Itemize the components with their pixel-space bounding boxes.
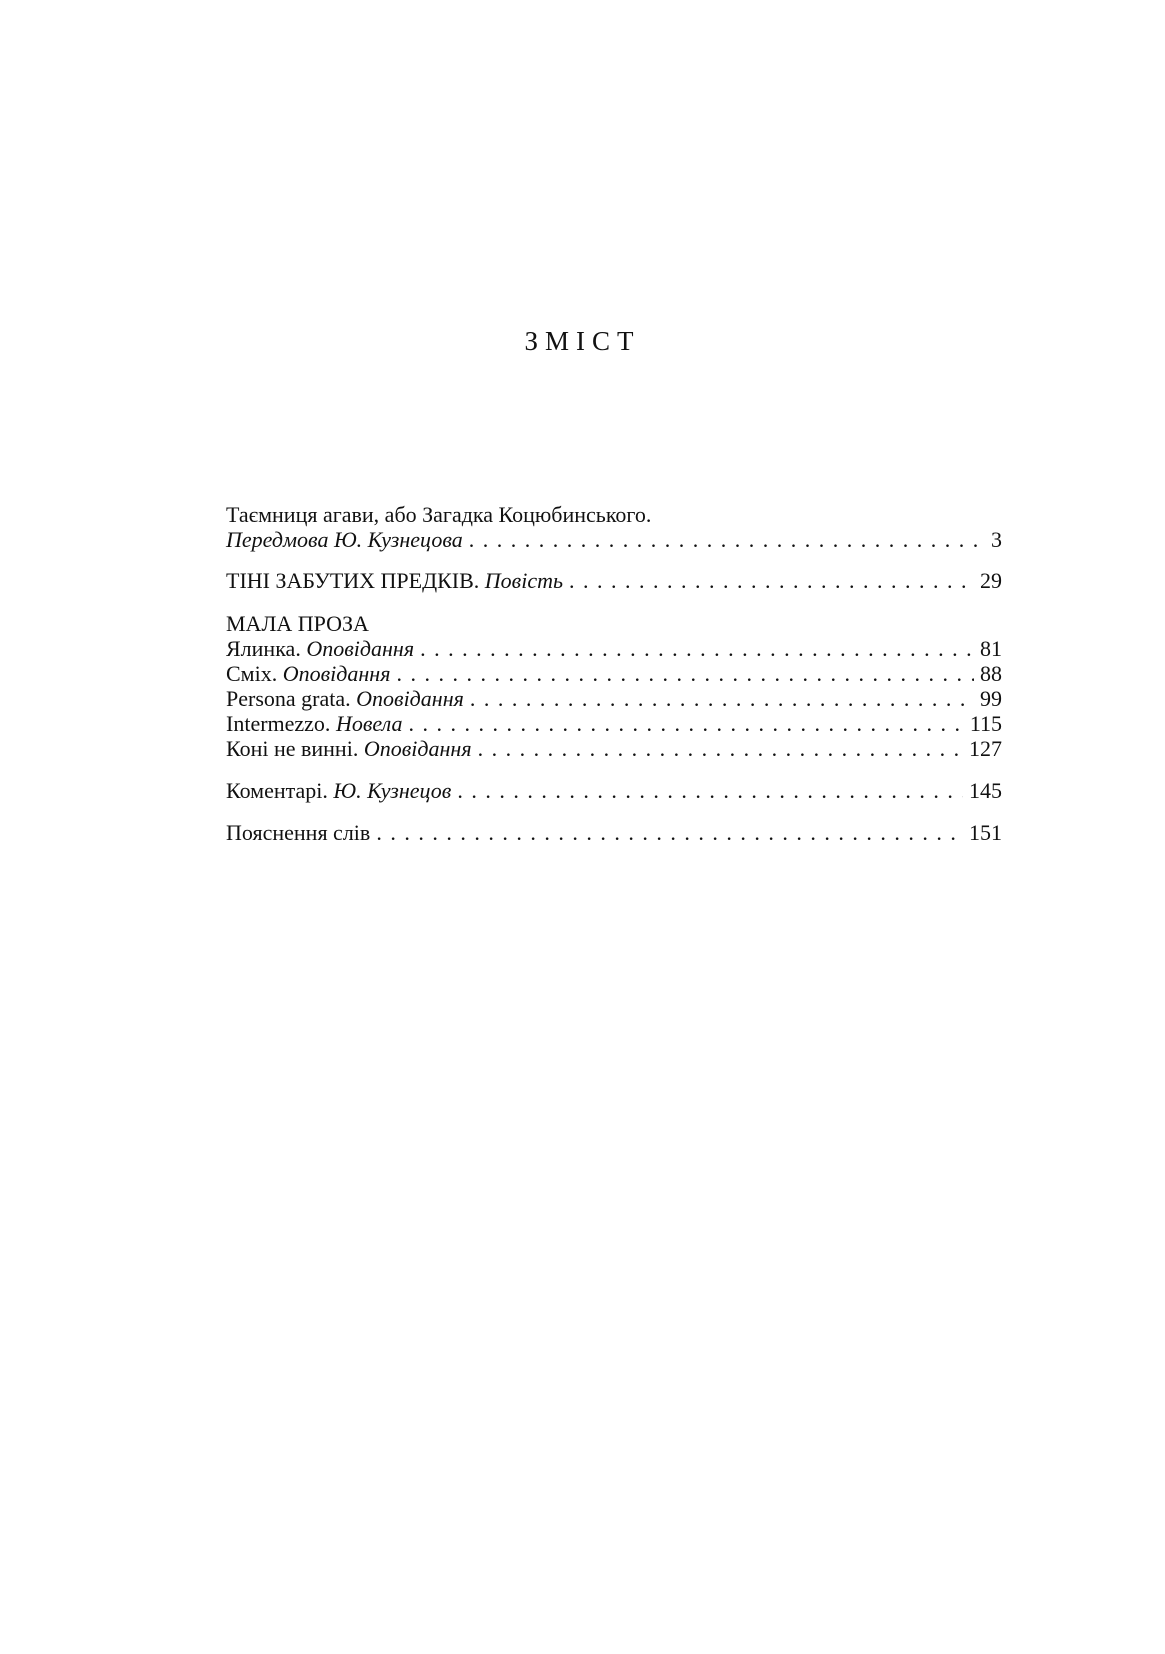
dot-leader (478, 736, 963, 761)
toc-entry-glossary[interactable] (226, 820, 1002, 845)
toc-entry-genre: Повість (484, 568, 563, 593)
page-number: 145 (969, 778, 1002, 803)
page-number: 29 (980, 568, 1002, 593)
toc-entry-short-prose[interactable] (226, 711, 1002, 736)
toc-entry-title: Сміх. (226, 661, 278, 686)
page-number: 81 (980, 636, 1002, 661)
toc-entry-genre: Оповідання (356, 686, 464, 711)
page-number: 3 (991, 527, 1002, 552)
page-number: 127 (969, 736, 1002, 761)
toc-entry-genre: Новела (335, 711, 403, 736)
toc-entry-genre: Оповідання (306, 636, 415, 661)
dot-leader (569, 568, 974, 593)
dot-leader (396, 661, 974, 686)
toc-entry-title: Intermezzo. (226, 711, 331, 736)
dot-leader (457, 778, 963, 803)
toc-entry-title: Таємниця агави, або Загадка Коцюбинського. (226, 502, 652, 527)
toc-entry-title: Пояснення слів (226, 820, 371, 845)
toc-entry-short-prose[interactable] (226, 736, 1002, 761)
toc-entry-commentary[interactable] (226, 778, 1002, 803)
dot-leader (376, 820, 963, 845)
toc-entry-short-prose[interactable] (226, 636, 1002, 661)
dot-leader (408, 711, 963, 736)
toc-entry-genre: Оповідання (282, 661, 391, 686)
toc-entry-title: Persona grata. (226, 686, 351, 711)
toc-entry-author: Ю. Кузнецов (333, 778, 452, 803)
toc-entry-title: Ялинка. (226, 636, 301, 661)
dot-leader (469, 527, 985, 552)
toc-entry-title: Коні не винні. (226, 736, 359, 761)
page-number: 151 (969, 820, 1002, 845)
page-number: 88 (980, 661, 1002, 686)
toc-entry-preface-line2[interactable] (226, 527, 1002, 552)
dot-leader (420, 636, 974, 661)
section-heading-text: МАЛА ПРОЗА (226, 611, 369, 636)
toc-entry-title: Коментарі. (226, 778, 328, 803)
toc-entry-preface-line1 (226, 502, 1002, 527)
toc-entry-short-prose[interactable] (226, 686, 1002, 711)
toc-entry-main-work[interactable] (226, 568, 1002, 593)
toc-entry-subtitle: Передмова Ю. Кузнецова (226, 527, 463, 552)
page-number: 99 (980, 686, 1002, 711)
toc-entry-genre: Оповідання (363, 736, 472, 761)
page-number: 115 (969, 711, 1002, 736)
dot-leader (470, 686, 974, 711)
section-heading (226, 611, 1002, 636)
table-of-contents (226, 502, 1002, 845)
page-title: ЗМІСТ (524, 326, 641, 356)
toc-entry-title: ТІНІ ЗАБУТИХ ПРЕДКІВ. (226, 568, 480, 593)
toc-entry-short-prose[interactable] (226, 661, 1002, 686)
